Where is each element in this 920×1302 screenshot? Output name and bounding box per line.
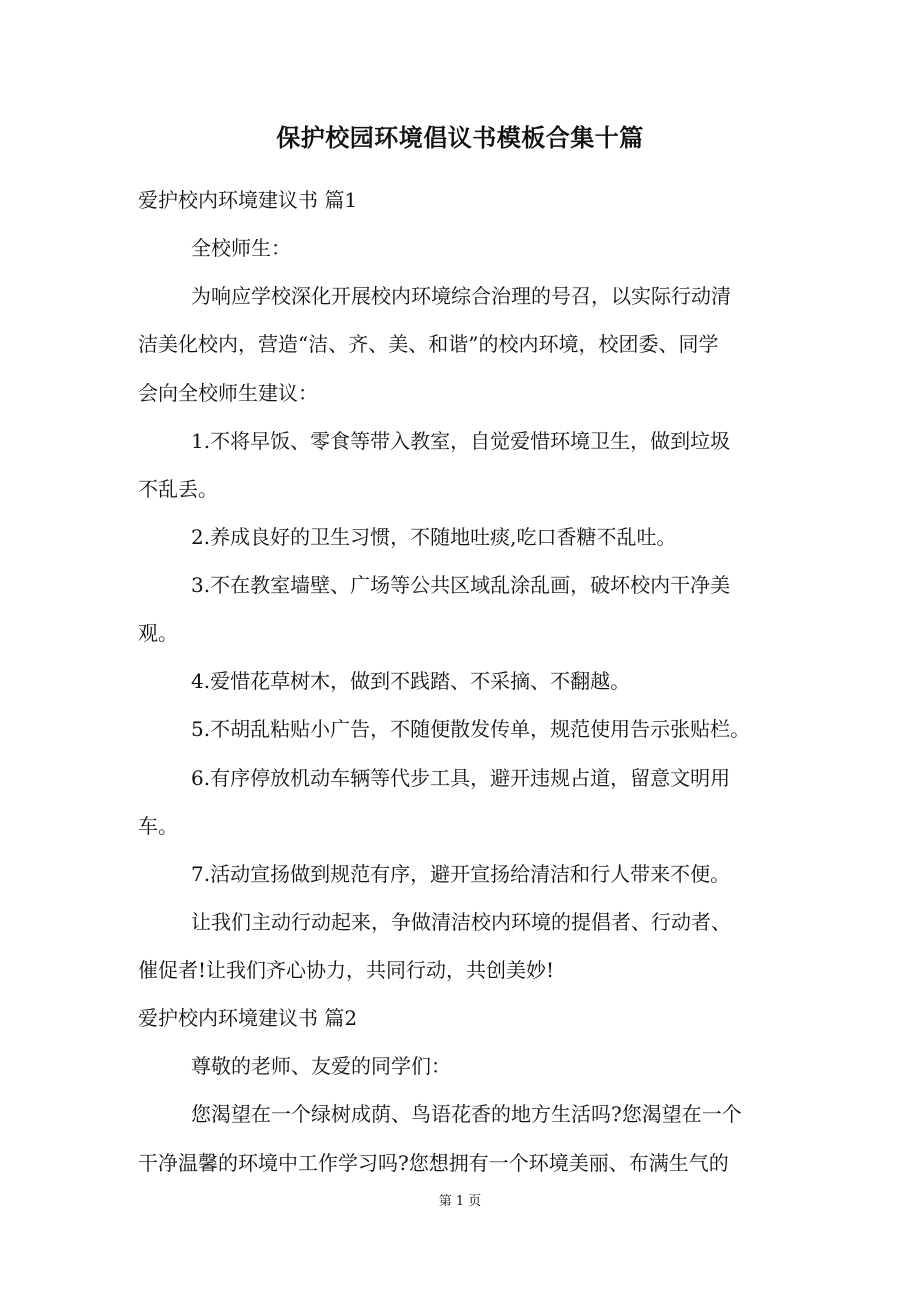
paragraph-line: 为响应学校深化开展校内环境综合治理的号召，以实际行动清 [191, 284, 731, 308]
paragraph-line: 会向全校师生建议： [138, 381, 318, 405]
list-item-2: 2.养成良好的卫生习惯，不随地吐痰,吃口香糖不乱吐。 [191, 525, 677, 549]
section-heading-2: 爱护校内环境建议书 篇2 [138, 1006, 358, 1030]
list-item-1: 1.不将早饭、零食等带入教室，自觉爱惜环境卫生，做到垃圾 [191, 429, 731, 453]
closing-line: 让我们主动行动起来，争做清洁校内环境的提倡者、行动者、 [191, 910, 731, 934]
list-item-7: 7.活动宣扬做到规范有序，避开宣扬给清洁和行人带来不便。 [191, 862, 731, 886]
list-item-6: 6.有序停放机动车辆等代步工具，避开违规占道，留意文明用 [191, 766, 731, 790]
list-item-6-cont: 车。 [138, 814, 178, 838]
salutation-1: 全校师生： [191, 236, 291, 260]
page-number: 第 1 页 [438, 1194, 482, 1209]
closing-line: 催促者!让我们齐心协力，共同行动，共创美妙! [138, 958, 555, 982]
list-item-1-cont: 不乱丢。 [138, 477, 218, 501]
paragraph-line: 洁美化校内，营造“洁、齐、美、和谐”的校内环境，校团委、同学 [138, 332, 719, 356]
list-item-3-cont: 观。 [138, 621, 178, 645]
list-item-4: 4.爱惜花草树木，做到不践踏、不采摘、不翻越。 [191, 669, 631, 693]
paragraph-line: 干净温馨的环境中工作学习吗?您想拥有一个环境美丽、布满生气的 [138, 1151, 729, 1175]
paragraph-line: 您渴望在一个绿树成荫、鸟语花香的地方生活吗?您渴望在一个 [191, 1102, 742, 1126]
list-item-3: 3.不在教室墙壁、广场等公共区域乱涂乱画，破坏校内干净美 [191, 573, 731, 597]
document-title: 保护校园环境倡议书模板合集十篇 [276, 123, 644, 152]
section-heading-1: 爱护校内环境建议书 篇1 [138, 188, 358, 212]
list-item-5: 5.不胡乱粘贴小广告，不随便散发传单，规范使用告示张贴栏。 [191, 717, 751, 741]
salutation-2: 尊敬的老师、友爱的同学们： [191, 1054, 451, 1078]
